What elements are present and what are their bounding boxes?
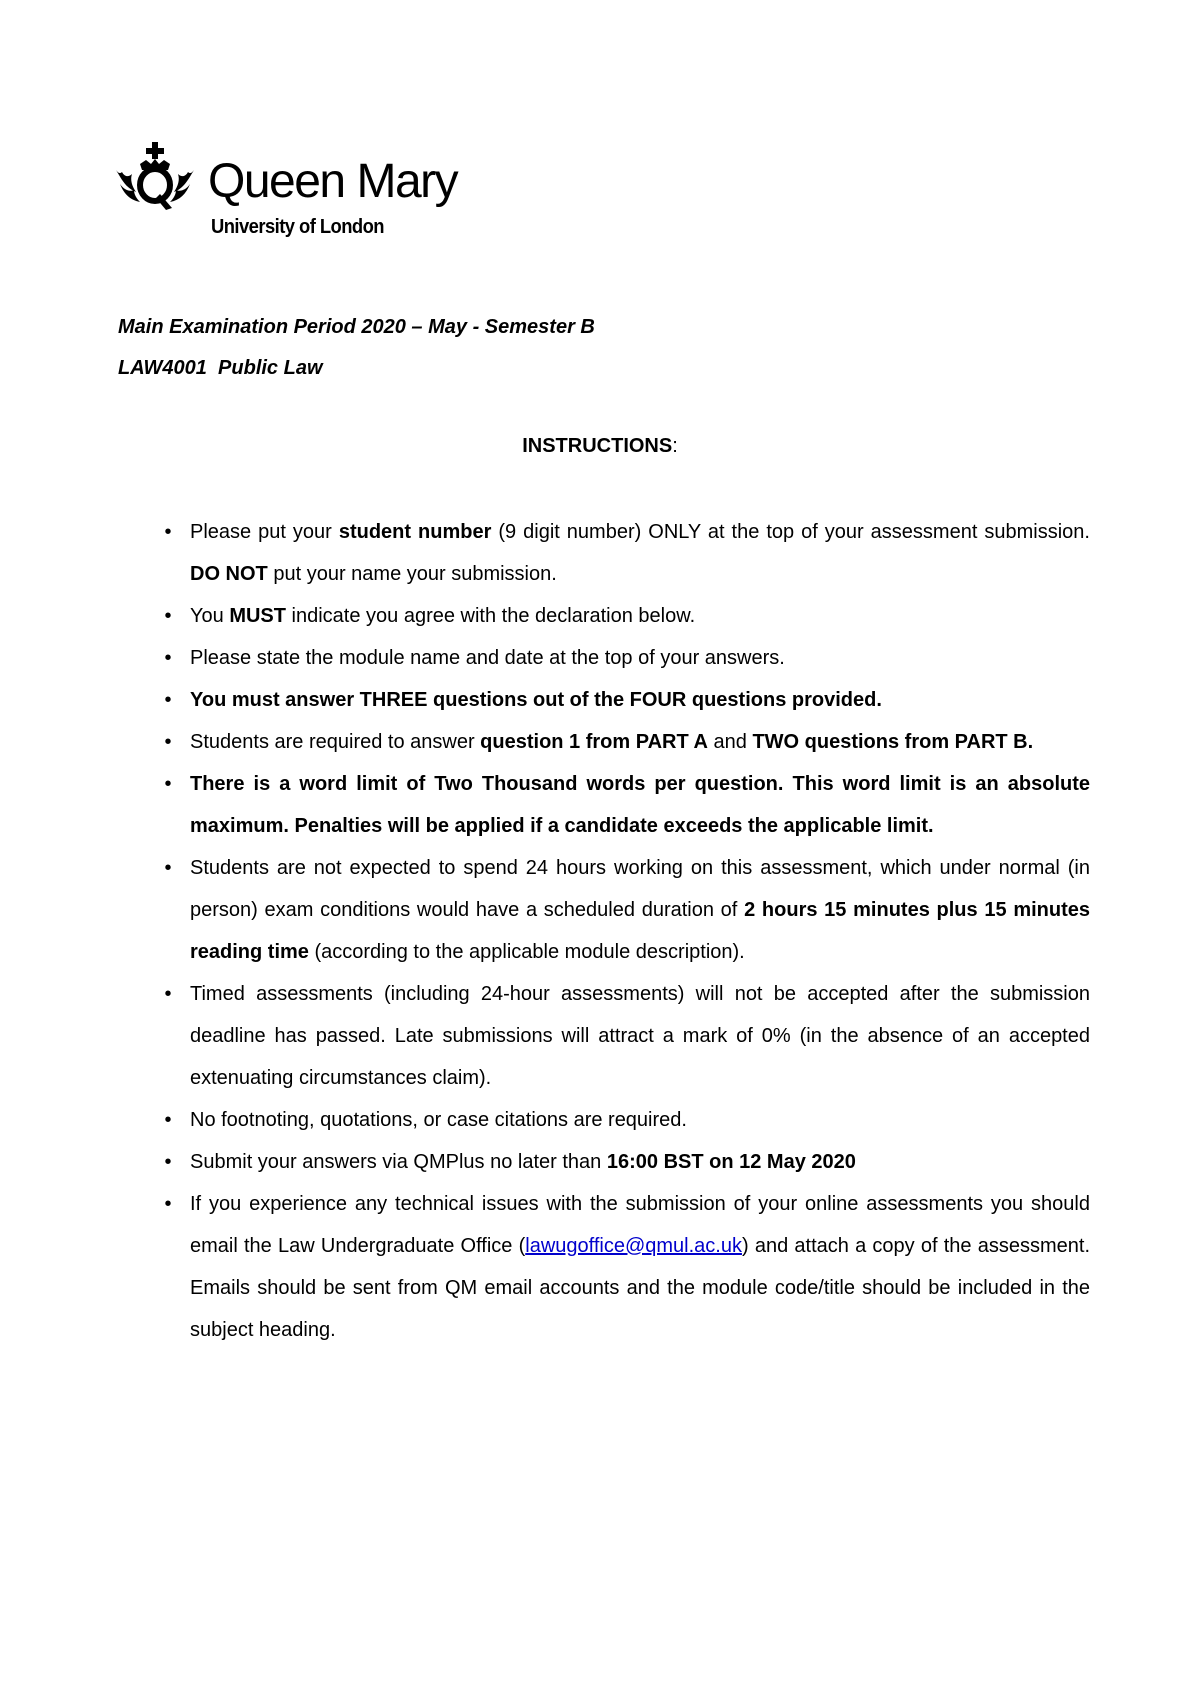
item-text: You	[190, 605, 230, 627]
bullet-icon: •	[164, 773, 172, 795]
email-link[interactable]: lawugoffice@qmul.ac.uk	[525, 1235, 742, 1257]
item-text: (according to the applicable module description).	[308, 941, 745, 963]
item-text: Timed assessments (including 24-hour assessments) will not be accepted after the submission deadline has passed. Late submissions will attract a mark of 0% (in the absence of an accepted extenuating circumstances claim).	[190, 983, 1090, 1089]
item-text: and	[707, 731, 753, 753]
exam-period: Main Examination Period 2020 – May - Semester B	[118, 316, 595, 338]
item-text: No footnoting, quotations, or case citations are required.	[190, 1109, 687, 1131]
instructions-list	[164, 511, 1090, 1351]
bullet-icon: •	[164, 521, 172, 543]
instructions-heading-colon: :	[672, 435, 678, 457]
bullet-icon: •	[164, 1193, 172, 1215]
item-bold-text: There is a word limit of Two Thousand words per question. This word limit is an absolute maximum. Penalties will be applied if a candidate exceeds the applicable limit.	[190, 773, 1090, 837]
item-bold-text: 16:00 BST on 12 May 2020	[606, 1151, 856, 1173]
list-item	[164, 763, 1090, 847]
bullet-icon: •	[164, 647, 172, 669]
list-item	[164, 1099, 1090, 1141]
item-bold-text: question 1 from PART A	[480, 731, 708, 753]
item-bold-text: 2 hours 15 minutes plus 15 minutes reading time	[190, 899, 1090, 963]
list-item	[164, 679, 1090, 721]
item-text: indicate you agree with the declaration below.	[285, 605, 696, 627]
university-logo	[114, 140, 474, 240]
item-text: Please state the module name and date at the top of your answers.	[190, 647, 785, 669]
list-item	[164, 595, 1090, 637]
list-item	[164, 1183, 1090, 1351]
list-item	[164, 721, 1090, 763]
list-item	[164, 973, 1090, 1099]
item-text: Students are required to answer	[190, 731, 481, 753]
item-text: (9 digit number) ONLY at the top of your assessment submission.	[491, 521, 1090, 543]
bullet-icon: •	[164, 731, 172, 753]
logo-name: Queen Mary	[208, 155, 458, 208]
item-bold-text: MUST	[229, 605, 286, 627]
item-bold-text: student number	[338, 521, 492, 543]
queen-mary-crest-icon	[114, 140, 196, 212]
bullet-icon: •	[164, 983, 172, 1005]
item-text: put your name your submission.	[267, 563, 557, 585]
module-title: LAW4001 Public Law	[118, 357, 323, 379]
list-item	[164, 511, 1090, 595]
item-text: Submit your answers via QMPlus no later than	[190, 1151, 607, 1173]
bullet-icon: •	[164, 605, 172, 627]
list-item	[164, 1141, 1090, 1183]
list-item	[164, 637, 1090, 679]
bullet-icon: •	[164, 1151, 172, 1173]
bullet-icon: •	[164, 689, 172, 711]
item-text: Please put your	[190, 521, 339, 543]
item-bold-text: You must answer THREE questions out of the FOUR questions provided.	[190, 689, 882, 711]
bullet-icon: •	[164, 857, 172, 879]
item-text: Students are not expected to spend 24 hours working on this assessment, which under normal (in person) exam conditions would have a scheduled duration of	[190, 857, 1090, 921]
item-text: ) and attach a copy of the assessment. Emails should be sent from QM email accounts and the module code/title should be included in the subject heading.	[190, 1235, 1090, 1341]
list-item	[164, 847, 1090, 973]
instructions-heading-text: INSTRUCTIONS	[522, 435, 673, 457]
logo-subtitle: University of London	[211, 216, 384, 238]
item-bold-text: TWO questions from PART B.	[752, 731, 1034, 753]
item-text: If you experience any technical issues with the submission of your online assessments you should email the Law Undergraduate Office (	[190, 1193, 1090, 1257]
instructions-heading	[0, 434, 1200, 458]
bullet-icon: •	[164, 1109, 172, 1131]
item-bold-text: DO NOT	[190, 563, 268, 585]
